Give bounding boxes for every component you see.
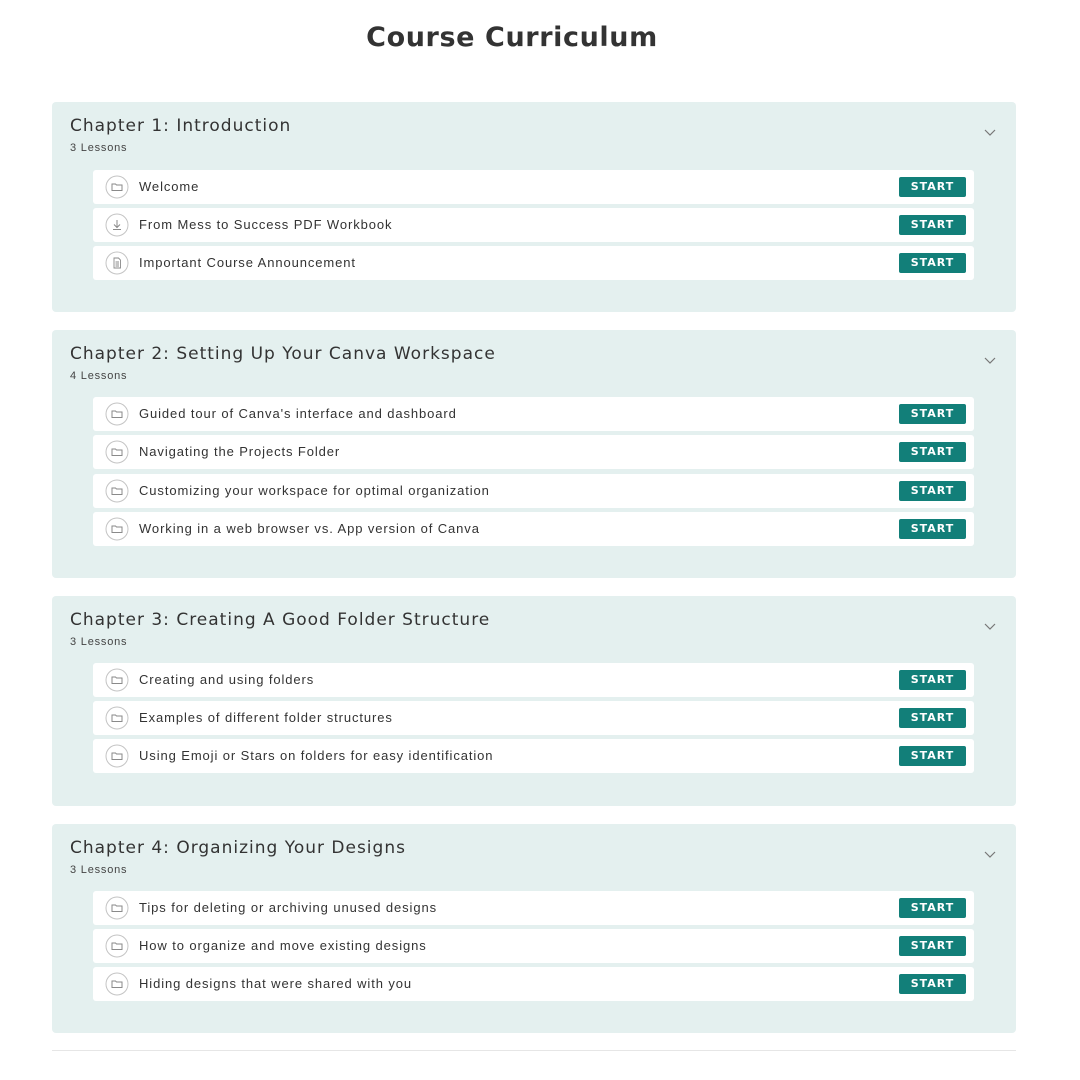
start-button[interactable]: START: [899, 442, 966, 462]
download-icon: [105, 213, 129, 237]
lesson-title: Working in a web browser vs. App version of Canva: [139, 521, 480, 536]
start-button[interactable]: START: [899, 974, 966, 994]
folder-icon: [105, 175, 129, 199]
lesson-item[interactable]: [93, 397, 974, 431]
folder-icon: [105, 934, 129, 958]
lesson-item[interactable]: [93, 246, 974, 280]
chapter-1: [52, 102, 1016, 312]
chapter-2: [52, 330, 1016, 578]
folder-icon: [105, 972, 129, 996]
folder-icon: [105, 744, 129, 768]
lesson-title: How to organize and move existing designs: [139, 938, 427, 953]
chapter-3: [52, 596, 1016, 806]
lesson-item[interactable]: [93, 891, 974, 925]
lesson-item[interactable]: [93, 663, 974, 697]
lesson-item[interactable]: [93, 208, 974, 242]
lesson-title: Using Emoji or Stars on folders for easy identification: [139, 748, 494, 763]
start-button[interactable]: START: [899, 177, 966, 197]
folder-icon: [105, 668, 129, 692]
folder-icon: [105, 896, 129, 920]
lesson-title: Important Course Announcement: [139, 255, 356, 270]
page-title: Course Curriculum: [366, 22, 658, 53]
lesson-count: 4 Lessons: [70, 370, 128, 382]
lesson-title: Guided tour of Canva's interface and dashboard: [139, 406, 457, 421]
chevron-down-icon[interactable]: [984, 620, 996, 632]
chevron-down-icon[interactable]: [984, 354, 996, 366]
start-button[interactable]: START: [899, 404, 966, 424]
lesson-title: Creating and using folders: [139, 672, 315, 687]
lesson-item[interactable]: [93, 701, 974, 735]
divider: [52, 1050, 1016, 1051]
folder-icon: [105, 440, 129, 464]
folder-icon: [105, 402, 129, 426]
folder-icon: [105, 706, 129, 730]
lesson-count: 3 Lessons: [70, 636, 128, 648]
start-button[interactable]: START: [899, 746, 966, 766]
lesson-title: Customizing your workspace for optimal organization: [139, 483, 490, 498]
start-button[interactable]: START: [899, 519, 966, 539]
lesson-title: From Mess to Success PDF Workbook: [139, 217, 393, 232]
lesson-item[interactable]: [93, 967, 974, 1001]
lesson-title: Welcome: [139, 179, 200, 194]
lesson-item[interactable]: [93, 435, 974, 469]
lesson-item[interactable]: [93, 474, 974, 508]
lesson-count: 3 Lessons: [70, 142, 128, 154]
chapter-title[interactable]: Chapter 2: Setting Up Your Canva Workspace: [70, 344, 496, 364]
chapter-title[interactable]: Chapter 3: Creating A Good Folder Structure: [70, 610, 491, 630]
chevron-down-icon[interactable]: [984, 848, 996, 860]
lesson-item[interactable]: [93, 739, 974, 773]
lesson-title: Hiding designs that were shared with you: [139, 976, 413, 991]
start-button[interactable]: START: [899, 898, 966, 918]
start-button[interactable]: START: [899, 481, 966, 501]
start-button[interactable]: START: [899, 708, 966, 728]
document-icon: [105, 251, 129, 275]
lesson-title: Tips for deleting or archiving unused designs: [139, 900, 437, 915]
lesson-item[interactable]: [93, 929, 974, 963]
folder-icon: [105, 517, 129, 541]
chapter-title[interactable]: Chapter 1: Introduction: [70, 116, 292, 136]
lesson-title: Navigating the Projects Folder: [139, 444, 341, 459]
chevron-down-icon[interactable]: [984, 126, 996, 138]
chapter-4: [52, 824, 1016, 1033]
lesson-item[interactable]: [93, 512, 974, 546]
start-button[interactable]: START: [899, 253, 966, 273]
start-button[interactable]: START: [899, 936, 966, 956]
lesson-item[interactable]: [93, 170, 974, 204]
lesson-count: 3 Lessons: [70, 864, 128, 876]
chapter-title[interactable]: Chapter 4: Organizing Your Designs: [70, 838, 406, 858]
start-button[interactable]: START: [899, 215, 966, 235]
start-button[interactable]: START: [899, 670, 966, 690]
lesson-title: Examples of different folder structures: [139, 710, 393, 725]
folder-icon: [105, 479, 129, 503]
